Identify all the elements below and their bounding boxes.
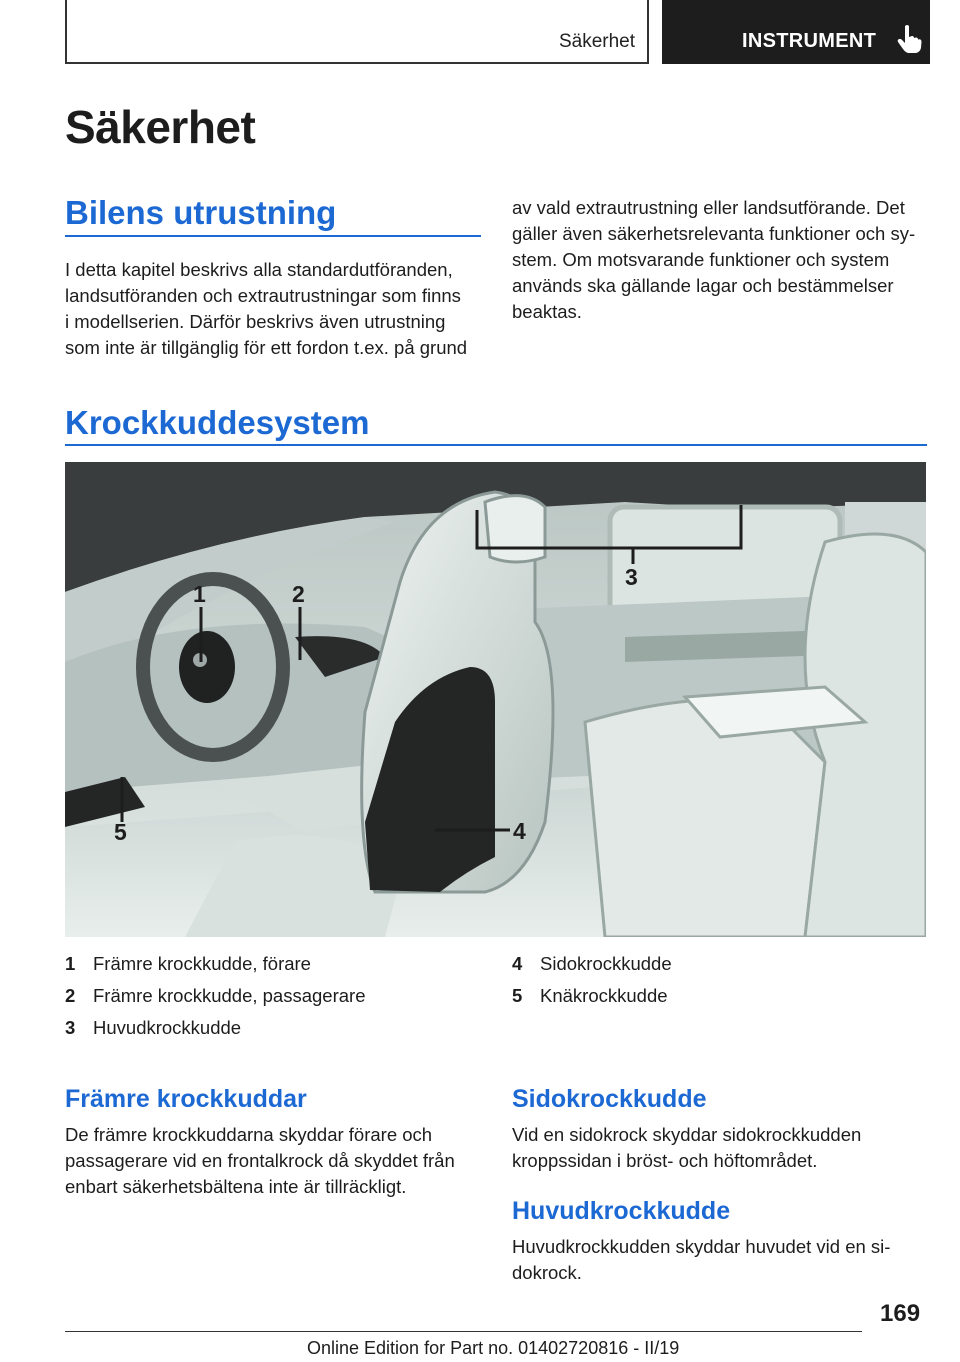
text-line: stem. Om motsvarande funktioner och system <box>512 249 890 270</box>
text-line: i modellserien. Därför beskrivs även utrustning <box>65 311 446 332</box>
footer-rule <box>65 1331 862 1332</box>
bilens-right-paragraph <box>512 195 915 325</box>
text-line: av vald extrautrustning eller landsutförande. Det <box>512 197 905 218</box>
legend-text: Främre krockkudde, passagerare <box>93 985 366 1006</box>
text-line: I detta kapitel beskrivs alla standardutföranden, <box>65 259 453 280</box>
legend-text: Främre krockkudde, förare <box>93 953 311 974</box>
legend-number: 4 <box>512 953 523 974</box>
text-line: enbart säkerhetsbältena inte är tillräckligt. <box>65 1176 407 1197</box>
header-section-title: Säkerhet <box>558 31 635 52</box>
page-number: 169 <box>880 1300 921 1327</box>
heading-bilens-utrustning: Bilens utrustning <box>65 194 337 231</box>
heading-rule <box>65 444 927 446</box>
text-line: kroppssidan i bröst- och höftområdet. <box>512 1150 818 1171</box>
footer-edition: Online Edition for Part no. 01402720816 - II/19 <box>307 1338 680 1358</box>
callout-label-2: 2 <box>292 581 305 607</box>
sido-paragraph <box>512 1122 861 1174</box>
heading-krockkuddesystem: Krockkuddesystem <box>65 404 370 441</box>
text-line: beaktas. <box>512 301 582 322</box>
legend-number: 3 <box>65 1017 76 1038</box>
huvud-paragraph <box>512 1234 890 1286</box>
text-line: Huvudkrockkudden skyddar huvudet vid en si- <box>512 1236 891 1257</box>
airbag-interior-illustration <box>65 462 926 937</box>
callout-label-5: 5 <box>114 819 127 845</box>
framre-paragraph <box>65 1122 455 1200</box>
heading-rule <box>65 235 481 237</box>
callout-label-3: 3 <box>625 564 638 590</box>
heading-sidokrockkudde: Sidokrockkudde <box>512 1085 707 1113</box>
heading-framre-krockkuddar: Främre krockkuddar <box>65 1085 307 1113</box>
header-chapter-tab <box>662 0 930 64</box>
bilens-left-paragraph <box>65 257 467 361</box>
legend-text: Huvudkrockkudde <box>93 1017 242 1038</box>
callout-label-4: 4 <box>513 818 526 844</box>
legend-text: Sidokrockkudde <box>540 953 672 974</box>
text-line: Vid en sidokrock skyddar sidokrockkudden <box>512 1124 862 1145</box>
hand-pointer-icon <box>896 24 922 54</box>
text-line: landsutföranden och extrautrustningar som finns <box>65 285 461 306</box>
header-chapter-title: INSTRUMENT <box>742 30 877 52</box>
callout-label-1: 1 <box>193 581 206 607</box>
heading-huvudkrockkudde: Huvudkrockkudde <box>512 1197 731 1225</box>
legend-number: 5 <box>512 985 523 1006</box>
text-line: som inte är tillgänglig för ett fordon t.ex. på grund <box>65 337 468 358</box>
text-line: passagerare vid en frontalkrock då skyddet från <box>65 1150 455 1171</box>
text-line: De främre krockkuddarna skyddar förare och <box>65 1124 433 1145</box>
legend-number: 1 <box>65 953 76 974</box>
page-title: Säkerhet <box>65 101 256 153</box>
text-line: används ska gällande lagar och bestämmelser <box>512 275 894 296</box>
header-section-box <box>65 0 649 64</box>
legend-text: Knäkrockkudde <box>540 985 668 1006</box>
text-line: dokrock. <box>512 1262 582 1283</box>
text-line: gäller även säkerhetsrelevanta funktioner och sy- <box>512 223 916 244</box>
legend-number: 2 <box>65 985 76 1006</box>
